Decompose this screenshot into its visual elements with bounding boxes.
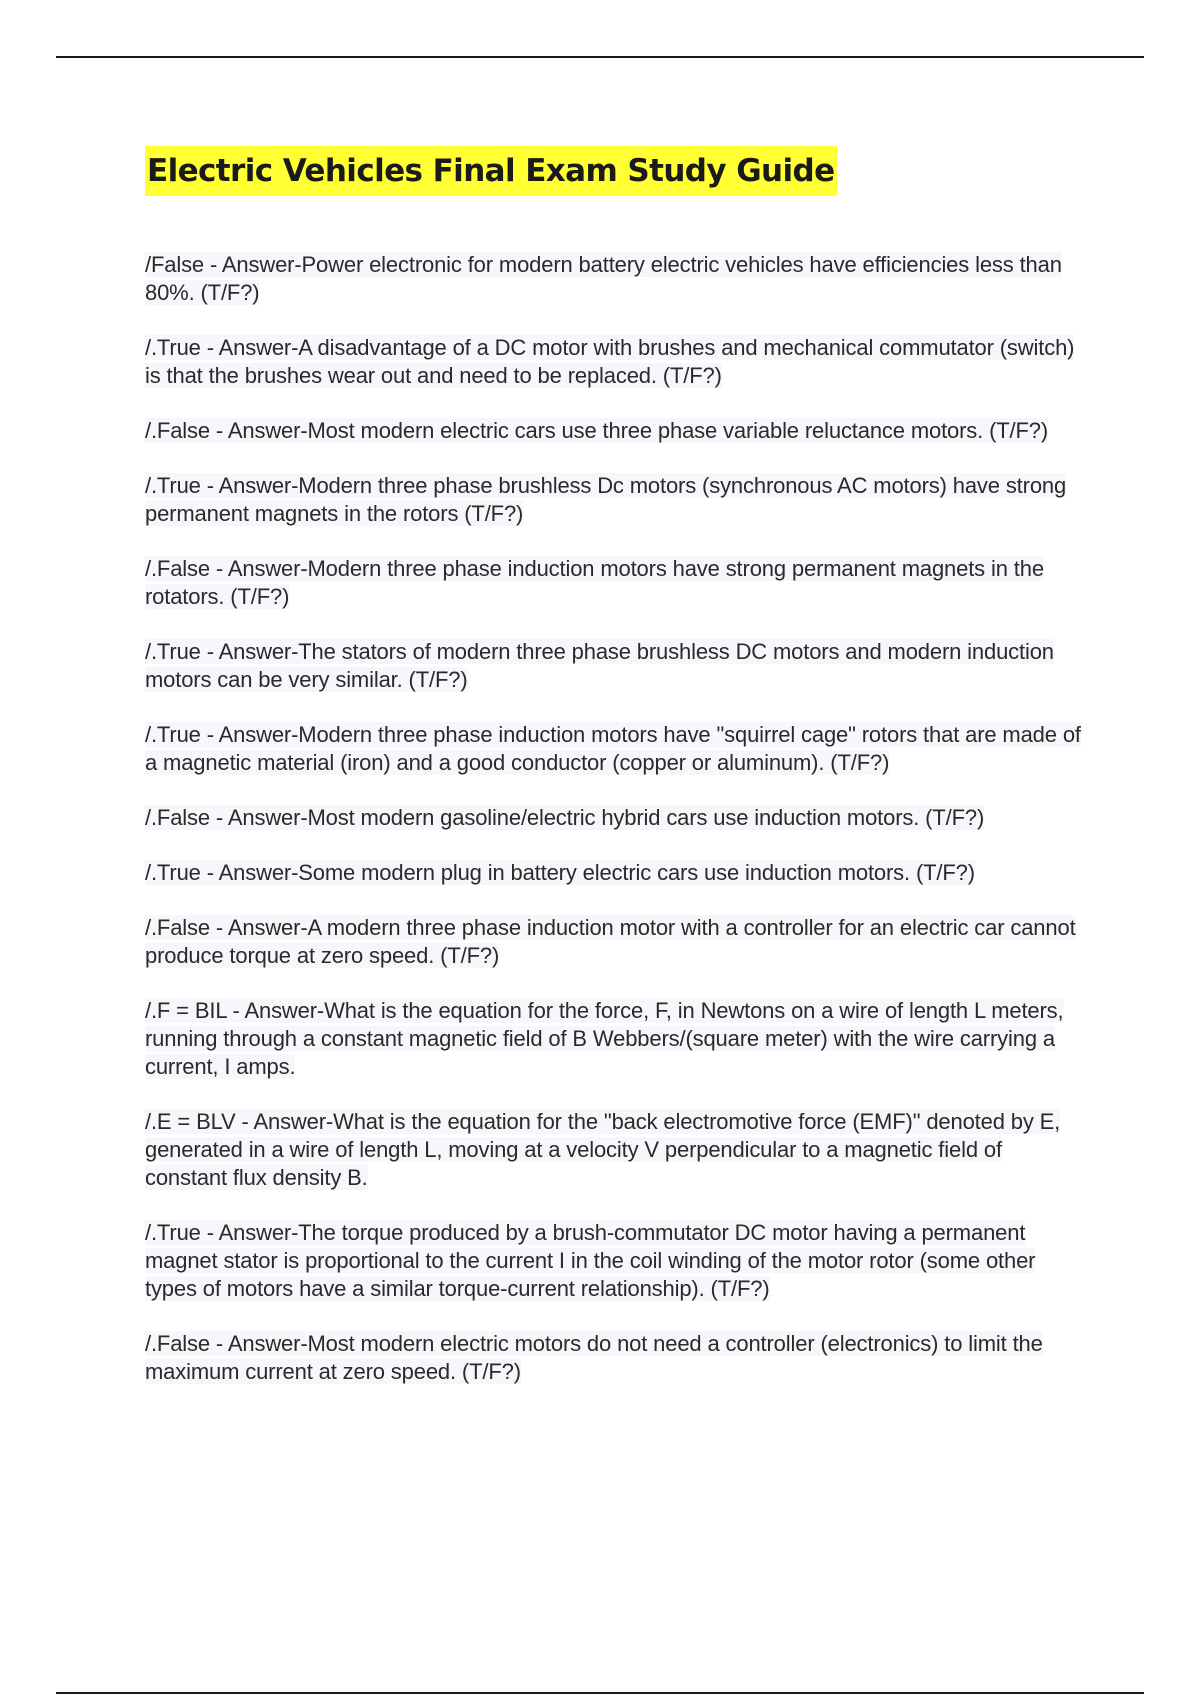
qa-text: /.True - Answer-Modern three phase induction motors have "squirrel cage" rotors that are made of a magnetic material (iron) and a good conductor (copper or aluminum). (T/F?) — [145, 722, 1081, 775]
qa-text: /.False - Answer-Modern three phase induction motors have strong permanent magnets in the rotators. (T/F?) — [145, 556, 1044, 609]
qa-text: /.True - Answer-Modern three phase brushless Dc motors (synchronous AC motors) have strong permanent magnets in the rotors (T/F?) — [145, 473, 1067, 526]
qa-item — [145, 997, 1085, 1081]
qa-item — [145, 638, 1085, 694]
qa-text: /.False - Answer-Most modern electric cars use three phase variable reluctance motors. (T/F?) — [145, 418, 1049, 443]
top-rule — [56, 56, 1144, 58]
qa-item — [145, 859, 1085, 887]
qa-item — [145, 1330, 1085, 1386]
document-title: Electric Vehicles Final Exam Study Guide — [145, 146, 837, 196]
qa-text: /.True - Answer-The torque produced by a brush-commutator DC motor having a permanent magnet stator is proportional to the current I in the coil winding of the motor rotor (some other types of motors have a similar torque-current relationship). (T/F?) — [145, 1220, 1036, 1301]
qa-text: /.True - Answer-The stators of modern three phase brushless DC motors and modern induction motors can be very similar. (T/F?) — [145, 639, 1054, 692]
qa-text: /.False - Answer-A modern three phase induction motor with a controller for an electric car cannot produce torque at zero speed. (T/F?) — [145, 915, 1076, 968]
qa-item — [145, 472, 1085, 528]
qa-item — [145, 1108, 1085, 1192]
qa-item — [145, 721, 1085, 777]
qa-text: /.True - Answer-Some modern plug in battery electric cars use induction motors. (T/F?) — [145, 860, 975, 885]
qa-text: /.True - Answer-A disadvantage of a DC motor with brushes and mechanical commutator (switch) is that the brushes wear out and need to be replaced. (T/F?) — [145, 335, 1075, 388]
qa-text: /.F = BIL - Answer-What is the equation for the force, F, in Newtons on a wire of length L meters, running through a constant magnetic field of B Webbers/(square meter) with the wire carrying a current, I amps. — [145, 998, 1064, 1079]
qa-item — [145, 1219, 1085, 1303]
title-block — [145, 146, 837, 196]
qa-text: /.E = BLV - Answer-What is the equation for the "back electromotive force (EMF)" denoted by E, generated in a wire of length L, moving at a velocity V perpendicular to a magnetic field of constant flux density B. — [145, 1109, 1061, 1190]
qa-item — [145, 804, 1085, 832]
qa-text: /.False - Answer-Most modern electric motors do not need a controller (electronics) to limit the maximum current at zero speed. (T/F?) — [145, 1331, 1043, 1384]
qa-item — [145, 251, 1085, 307]
qa-item — [145, 417, 1085, 445]
qa-text: /False - Answer-Power electronic for modern battery electric vehicles have efficiencies less than 80%. (T/F?) — [145, 252, 1062, 305]
qa-item — [145, 334, 1085, 390]
qa-item — [145, 555, 1085, 611]
qa-text: /.False - Answer-Most modern gasoline/electric hybrid cars use induction motors. (T/F?) — [145, 805, 985, 830]
qa-item — [145, 914, 1085, 970]
qa-list — [145, 251, 1085, 1413]
bottom-rule — [56, 1692, 1144, 1694]
